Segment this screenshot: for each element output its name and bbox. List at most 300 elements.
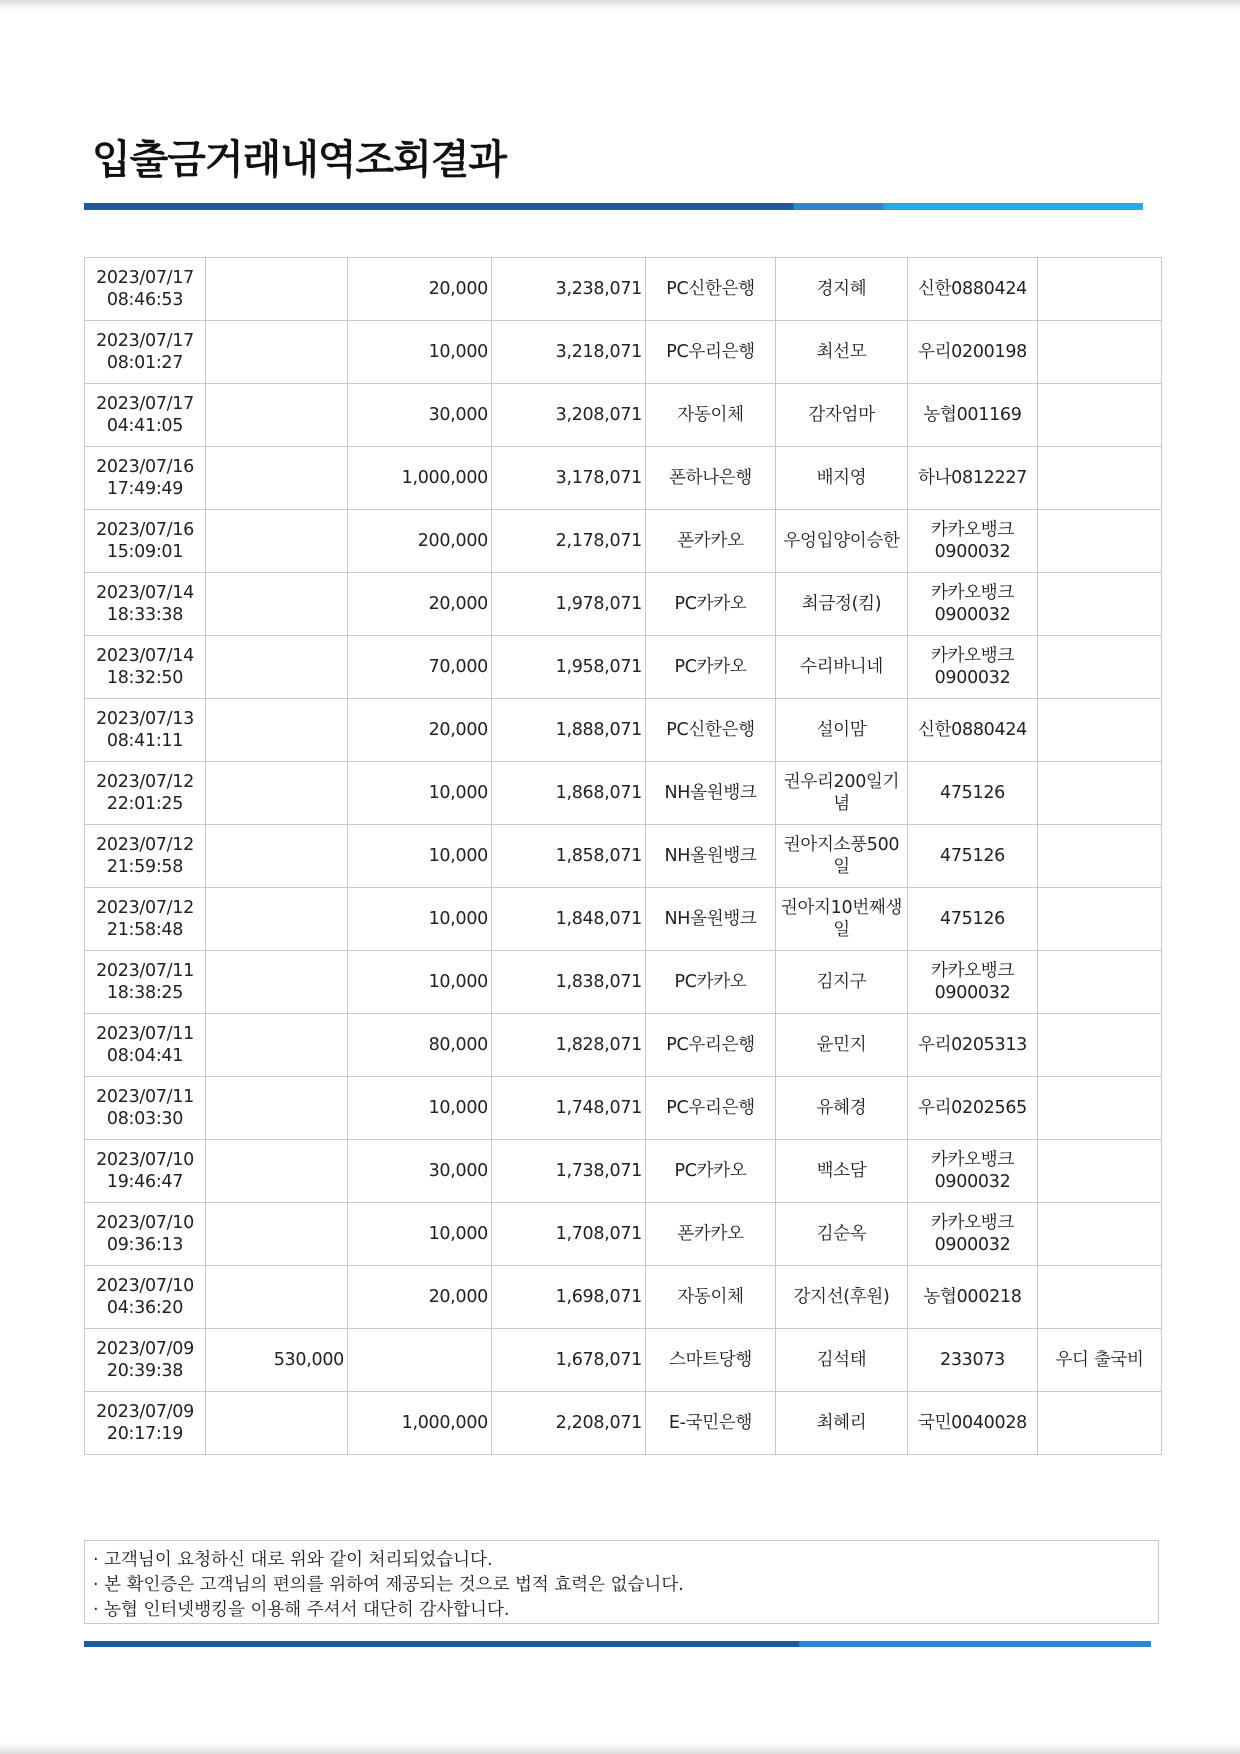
cell-balance-text: 1,838,071 [555, 972, 642, 992]
cell-counterparty [908, 636, 1038, 699]
cell-channel [646, 636, 776, 699]
cell-datetime [85, 1329, 206, 1392]
cell-counterparty-text: 하나0812227 [917, 468, 1028, 488]
cell-deposit [206, 510, 348, 573]
cell-memo [776, 510, 908, 573]
cell-deposit [206, 384, 348, 447]
table-row [85, 573, 1162, 636]
table-row [85, 951, 1162, 1014]
cell-note [1038, 825, 1162, 888]
date-text: 2023/07/11 [96, 1087, 194, 1107]
cell-memo-text: 김순옥 [816, 1224, 867, 1244]
time-text: 20:39:38 [106, 1361, 184, 1381]
cell-channel-text: 폰하나은행 [668, 468, 753, 488]
table-row [85, 636, 1162, 699]
cell-withdrawal-text: 200,000 [417, 531, 488, 551]
cell-withdrawal [348, 258, 492, 321]
cell-memo [776, 1392, 908, 1455]
cell-counterparty [908, 447, 1038, 510]
cell-channel [646, 573, 776, 636]
date-text: 2023/07/17 [96, 331, 194, 351]
cell-memo [776, 384, 908, 447]
cell-memo [776, 321, 908, 384]
cell-memo-text: 백소담 [816, 1161, 867, 1181]
cell-channel-text: NH올원뱅크 [664, 783, 757, 803]
cell-balance [492, 699, 646, 762]
cell-counterparty [908, 321, 1038, 384]
time-text: 18:38:25 [106, 983, 184, 1003]
cell-withdrawal [348, 1140, 492, 1203]
cell-deposit [206, 1392, 348, 1455]
cell-channel [646, 1014, 776, 1077]
cell-datetime [85, 510, 206, 573]
cell-memo-text: 감자엄마 [808, 405, 875, 425]
time-text: 21:58:48 [106, 920, 184, 940]
cell-datetime [85, 321, 206, 384]
cell-datetime [85, 699, 206, 762]
cell-channel-text: PC카카오 [674, 657, 747, 677]
cell-memo [776, 1014, 908, 1077]
cell-channel [646, 1203, 776, 1266]
cell-withdrawal [348, 1077, 492, 1140]
cell-balance [492, 825, 646, 888]
cell-memo-text: 강지선(후원) [793, 1287, 890, 1307]
cell-datetime [85, 762, 206, 825]
time-text: 08:01:27 [106, 353, 184, 373]
cell-withdrawal-text: 10,000 [428, 909, 488, 929]
cell-withdrawal-text: 10,000 [428, 1224, 488, 1244]
date-text: 2023/07/12 [96, 772, 194, 792]
cell-memo [776, 762, 908, 825]
table-row [85, 384, 1162, 447]
date-text: 2023/07/12 [96, 898, 194, 918]
table-row [85, 258, 1162, 321]
cell-balance [492, 1140, 646, 1203]
cell-withdrawal [348, 1203, 492, 1266]
cell-datetime [85, 1203, 206, 1266]
cell-balance [492, 573, 646, 636]
cell-channel-text: PC카카오 [674, 1161, 747, 1181]
cell-counterparty-text: 233073 [939, 1350, 1005, 1370]
cell-deposit [206, 888, 348, 951]
table-row [85, 1077, 1162, 1140]
cell-withdrawal-text: 10,000 [428, 342, 488, 362]
cell-memo-text: 윤민지 [816, 1035, 867, 1055]
cell-counterparty-text: 우리0202565 [917, 1098, 1028, 1118]
cell-memo [776, 573, 908, 636]
cell-counterparty-text: 카카오뱅크0900032 [930, 961, 1015, 1003]
cell-deposit [206, 1266, 348, 1329]
cell-memo-text: 권우리200일기념 [783, 772, 900, 814]
cell-counterparty [908, 951, 1038, 1014]
date-text: 2023/07/10 [96, 1276, 194, 1296]
cell-memo-text: 우엉입양이승한 [783, 531, 900, 551]
cell-channel [646, 1077, 776, 1140]
cell-deposit [206, 1077, 348, 1140]
cell-deposit [206, 762, 348, 825]
cell-withdrawal-text: 1,000,000 [401, 468, 488, 488]
cell-note [1038, 1077, 1162, 1140]
cell-memo-text: 김지구 [816, 972, 867, 992]
cell-memo [776, 636, 908, 699]
cell-counterparty [908, 384, 1038, 447]
transaction-table [84, 257, 1162, 1455]
cell-withdrawal-text: 10,000 [428, 846, 488, 866]
cell-channel-text: PC우리은행 [666, 1035, 755, 1055]
cell-note [1038, 1140, 1162, 1203]
table-row [85, 1329, 1162, 1392]
cell-balance-text: 2,178,071 [555, 531, 642, 551]
cell-withdrawal [348, 951, 492, 1014]
cell-channel-text: 스마트당행 [668, 1350, 753, 1370]
cell-balance-text: 1,708,071 [555, 1224, 642, 1244]
cell-counterparty [908, 510, 1038, 573]
cell-memo [776, 1266, 908, 1329]
cell-balance-text: 1,738,071 [555, 1161, 642, 1181]
notice-line: · 고객님이 요청하신 대로 위와 같이 처리되었습니다. [93, 1550, 493, 1570]
page-bottom-shade [0, 1742, 1240, 1754]
cell-memo [776, 951, 908, 1014]
footer-bar [84, 1641, 1151, 1647]
cell-channel [646, 510, 776, 573]
cell-counterparty-text: 카카오뱅크0900032 [930, 520, 1015, 562]
cell-counterparty-text: 카카오뱅크0900032 [930, 1150, 1015, 1192]
cell-counterparty [908, 1014, 1038, 1077]
cell-note [1038, 1203, 1162, 1266]
cell-note [1038, 510, 1162, 573]
cell-memo-text: 최금정(킴) [801, 594, 882, 614]
cell-balance [492, 762, 646, 825]
cell-memo-text: 최선모 [816, 342, 867, 362]
time-text: 15:09:01 [106, 542, 184, 562]
cell-balance [492, 1203, 646, 1266]
date-text: 2023/07/11 [96, 961, 194, 981]
cell-channel [646, 951, 776, 1014]
cell-channel [646, 384, 776, 447]
cell-channel-text: 자동이체 [677, 405, 744, 425]
cell-memo [776, 1203, 908, 1266]
cell-balance-text: 1,958,071 [555, 657, 642, 677]
cell-withdrawal [348, 447, 492, 510]
time-text: 17:49:49 [106, 479, 184, 499]
cell-note [1038, 951, 1162, 1014]
cell-note [1038, 1266, 1162, 1329]
cell-withdrawal-text: 30,000 [428, 1161, 488, 1181]
cell-deposit [206, 951, 348, 1014]
cell-balance-text: 1,698,071 [555, 1287, 642, 1307]
cell-channel-text: PC신한은행 [666, 279, 755, 299]
cell-withdrawal-text: 10,000 [428, 783, 488, 803]
cell-channel-text: PC우리은행 [666, 342, 755, 362]
cell-counterparty-text: 우리0200198 [917, 342, 1028, 362]
cell-withdrawal [348, 1392, 492, 1455]
cell-memo-text: 유혜경 [816, 1098, 867, 1118]
date-text: 2023/07/13 [96, 709, 194, 729]
cell-counterparty [908, 258, 1038, 321]
cell-withdrawal-text: 20,000 [428, 1287, 488, 1307]
cell-counterparty-text: 475126 [939, 783, 1005, 803]
cell-note [1038, 573, 1162, 636]
cell-balance [492, 447, 646, 510]
cell-memo-text: 권아지소풍500일 [783, 835, 900, 877]
cell-memo [776, 699, 908, 762]
cell-deposit [206, 1140, 348, 1203]
cell-balance [492, 951, 646, 1014]
cell-channel [646, 1329, 776, 1392]
cell-channel-text: E-국민은행 [668, 1413, 753, 1433]
date-text: 2023/07/16 [96, 520, 194, 540]
cell-channel-text: PC카카오 [674, 972, 747, 992]
cell-memo-text: 경지혜 [816, 279, 867, 299]
cell-note [1038, 321, 1162, 384]
cell-balance [492, 384, 646, 447]
cell-note [1038, 447, 1162, 510]
cell-channel [646, 258, 776, 321]
table-row [85, 1392, 1162, 1455]
date-text: 2023/07/09 [96, 1402, 194, 1422]
cell-withdrawal [348, 825, 492, 888]
notice-line: · 본 확인증은 고객님의 편의를 위하여 제공되는 것으로 법적 효력은 없습니다. [93, 1575, 684, 1595]
cell-memo [776, 825, 908, 888]
date-text: 2023/07/16 [96, 457, 194, 477]
cell-deposit [206, 321, 348, 384]
cell-datetime [85, 1392, 206, 1455]
date-text: 2023/07/10 [96, 1213, 194, 1233]
cell-note [1038, 1014, 1162, 1077]
cell-balance-text: 1,888,071 [555, 720, 642, 740]
cell-balance [492, 636, 646, 699]
cell-counterparty-text: 국민0040028 [917, 1413, 1028, 1433]
cell-note [1038, 699, 1162, 762]
cell-channel [646, 1392, 776, 1455]
cell-datetime [85, 888, 206, 951]
notice-box [84, 1540, 1159, 1624]
cell-channel [646, 1266, 776, 1329]
cell-channel [646, 1140, 776, 1203]
cell-channel [646, 321, 776, 384]
cell-datetime [85, 573, 206, 636]
time-text: 04:36:20 [106, 1298, 184, 1318]
time-text: 04:41:05 [106, 416, 184, 436]
table-row [85, 1140, 1162, 1203]
time-text: 22:01:25 [106, 794, 184, 814]
cell-withdrawal-text: 70,000 [428, 657, 488, 677]
notice-line: · 농협 인터넷뱅킹을 이용해 주셔서 대단히 감사합니다. [93, 1600, 510, 1620]
cell-channel-text: NH올원뱅크 [664, 846, 757, 866]
cell-withdrawal [348, 573, 492, 636]
cell-balance-text: 1,678,071 [555, 1350, 642, 1370]
cell-counterparty-text: 신한0880424 [917, 720, 1028, 740]
time-text: 18:32:50 [106, 668, 184, 688]
cell-balance-text: 1,848,071 [555, 909, 642, 929]
cell-counterparty-text: 475126 [939, 909, 1005, 929]
cell-datetime [85, 1140, 206, 1203]
cell-memo [776, 888, 908, 951]
cell-withdrawal-text: 10,000 [428, 1098, 488, 1118]
cell-counterparty [908, 1140, 1038, 1203]
cell-balance [492, 1329, 646, 1392]
cell-deposit [206, 1203, 348, 1266]
cell-balance-text: 1,748,071 [555, 1098, 642, 1118]
cell-withdrawal-text: 20,000 [428, 720, 488, 740]
cell-note [1038, 636, 1162, 699]
table-row [85, 1266, 1162, 1329]
cell-datetime [85, 447, 206, 510]
date-text: 2023/07/11 [96, 1024, 194, 1044]
cell-counterparty [908, 888, 1038, 951]
cell-balance [492, 1077, 646, 1140]
cell-channel-text: 폰카카오 [677, 531, 744, 551]
cell-memo-text: 최혜리 [816, 1413, 867, 1433]
cell-counterparty [908, 1266, 1038, 1329]
time-text: 08:04:41 [106, 1046, 184, 1066]
cell-balance-text: 3,238,071 [555, 279, 642, 299]
cell-memo [776, 1140, 908, 1203]
cell-deposit-text: 530,000 [273, 1350, 344, 1370]
date-text: 2023/07/17 [96, 394, 194, 414]
time-text: 21:59:58 [106, 857, 184, 877]
cell-counterparty [908, 1392, 1038, 1455]
cell-balance-text: 3,178,071 [555, 468, 642, 488]
cell-note-text: 우디 출국비 [1055, 1350, 1144, 1370]
cell-memo-text: 권아지10번째생일 [780, 898, 903, 940]
cell-datetime [85, 1266, 206, 1329]
cell-memo [776, 1077, 908, 1140]
date-text: 2023/07/14 [96, 646, 194, 666]
cell-deposit [206, 699, 348, 762]
cell-balance [492, 1014, 646, 1077]
cell-deposit [206, 258, 348, 321]
cell-balance [492, 1392, 646, 1455]
cell-deposit [206, 447, 348, 510]
table-row [85, 699, 1162, 762]
cell-memo-text: 수리바니네 [799, 657, 884, 677]
cell-balance-text: 3,208,071 [555, 405, 642, 425]
table-row [85, 510, 1162, 573]
cell-withdrawal [348, 1266, 492, 1329]
cell-counterparty-text: 475126 [939, 846, 1005, 866]
cell-balance-text: 1,868,071 [555, 783, 642, 803]
time-text: 09:36:13 [106, 1235, 184, 1255]
cell-counterparty [908, 1203, 1038, 1266]
cell-deposit [206, 573, 348, 636]
cell-channel-text: 폰카카오 [677, 1224, 744, 1244]
cell-deposit [206, 825, 348, 888]
table-row [85, 762, 1162, 825]
cell-balance-text: 1,978,071 [555, 594, 642, 614]
cell-withdrawal [348, 384, 492, 447]
cell-memo [776, 1329, 908, 1392]
cell-note [1038, 258, 1162, 321]
cell-datetime [85, 1014, 206, 1077]
table-row [85, 447, 1162, 510]
cell-balance-text: 3,218,071 [555, 342, 642, 362]
cell-balance [492, 510, 646, 573]
cell-datetime [85, 258, 206, 321]
cell-withdrawal [348, 321, 492, 384]
table-row [85, 321, 1162, 384]
cell-memo-text: 김석태 [816, 1350, 867, 1370]
cell-counterparty-text: 농협001169 [923, 405, 1022, 425]
cell-note [1038, 888, 1162, 951]
cell-channel-text: PC신한은행 [666, 720, 755, 740]
cell-channel [646, 888, 776, 951]
date-text: 2023/07/10 [96, 1150, 194, 1170]
cell-withdrawal-text: 20,000 [428, 594, 488, 614]
cell-withdrawal [348, 636, 492, 699]
cell-counterparty [908, 825, 1038, 888]
cell-balance [492, 1266, 646, 1329]
cell-datetime [85, 825, 206, 888]
cell-withdrawal [348, 762, 492, 825]
cell-balance [492, 321, 646, 384]
table-row [85, 888, 1162, 951]
cell-memo [776, 447, 908, 510]
cell-withdrawal [348, 510, 492, 573]
cell-balance [492, 258, 646, 321]
time-text: 19:46:47 [106, 1172, 184, 1192]
time-text: 08:41:11 [106, 731, 184, 751]
date-text: 2023/07/09 [96, 1339, 194, 1359]
cell-balance [492, 888, 646, 951]
cell-counterparty [908, 1329, 1038, 1392]
cell-datetime [85, 636, 206, 699]
cell-memo-text: 설이맘 [816, 720, 867, 740]
cell-channel [646, 699, 776, 762]
cell-counterparty-text: 카카오뱅크0900032 [930, 1213, 1015, 1255]
cell-withdrawal-text: 20,000 [428, 279, 488, 299]
cell-withdrawal [348, 1014, 492, 1077]
cell-withdrawal-text: 10,000 [428, 972, 488, 992]
cell-channel-text: 자동이체 [677, 1287, 744, 1307]
table-row [85, 1203, 1162, 1266]
cell-withdrawal-text: 30,000 [428, 405, 488, 425]
cell-withdrawal [348, 1329, 492, 1392]
cell-balance-text: 1,858,071 [555, 846, 642, 866]
table-row [85, 825, 1162, 888]
time-text: 08:03:30 [106, 1109, 184, 1129]
cell-counterparty [908, 699, 1038, 762]
page-title: 입출금거래내역조회결과 [92, 137, 507, 183]
cell-withdrawal-text: 1,000,000 [401, 1413, 488, 1433]
cell-counterparty-text: 농협000218 [923, 1287, 1022, 1307]
cell-withdrawal [348, 888, 492, 951]
cell-datetime [85, 384, 206, 447]
date-text: 2023/07/14 [96, 583, 194, 603]
cell-counterparty [908, 762, 1038, 825]
cell-withdrawal [348, 699, 492, 762]
cell-counterparty-text: 카카오뱅크0900032 [930, 583, 1015, 625]
cell-counterparty-text: 카카오뱅크0900032 [930, 646, 1015, 688]
time-text: 18:33:38 [106, 605, 184, 625]
date-text: 2023/07/17 [96, 268, 194, 288]
cell-channel [646, 825, 776, 888]
cell-counterparty [908, 1077, 1038, 1140]
cell-channel-text: PC우리은행 [666, 1098, 755, 1118]
cell-channel-text: NH올원뱅크 [664, 909, 757, 929]
title-underline-bar [84, 203, 1143, 210]
cell-channel [646, 447, 776, 510]
cell-memo [776, 258, 908, 321]
date-text: 2023/07/12 [96, 835, 194, 855]
cell-deposit [206, 1329, 348, 1392]
cell-channel [646, 762, 776, 825]
cell-deposit [206, 636, 348, 699]
table-row [85, 1014, 1162, 1077]
time-text: 08:46:53 [106, 290, 184, 310]
cell-note [1038, 384, 1162, 447]
page-top-shade [0, 0, 1240, 10]
